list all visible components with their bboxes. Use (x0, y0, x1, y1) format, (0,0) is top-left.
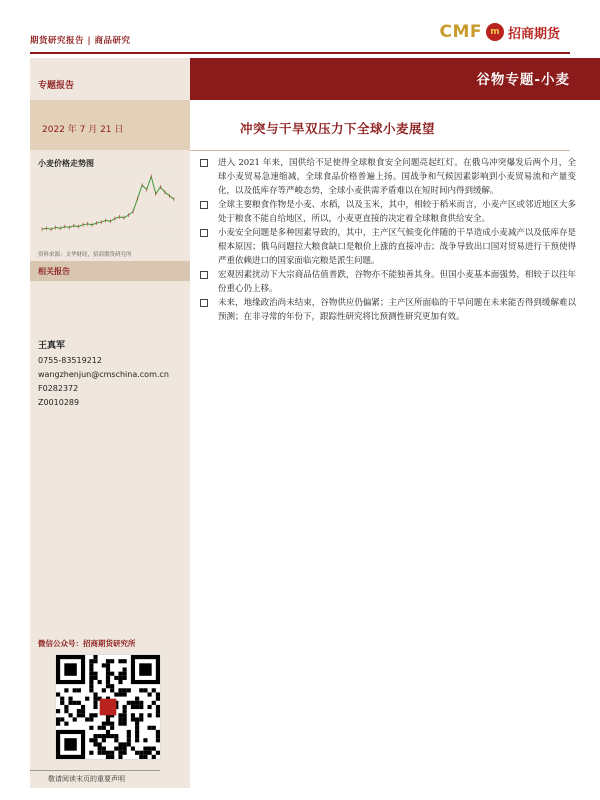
author-license-f: F0282372 (38, 384, 79, 393)
bullet-box-icon (200, 299, 208, 307)
footer-divider (30, 770, 160, 771)
report-date: 2022 年 7 月 21 日 (42, 125, 124, 135)
chart-label: 小麦价格走势图 (38, 158, 94, 168)
qr-code-icon (55, 654, 161, 760)
title-divider (190, 150, 570, 151)
author-license-z: Z0010289 (38, 398, 80, 407)
bullet-box-icon (200, 159, 208, 167)
disclaimer-note: 敬请阅读末页的重要声明 (48, 775, 125, 783)
author-phone: 0755-83519212 (38, 356, 102, 365)
bullet-item: 宏观因素扰动下大宗商品估值普跌，谷物亦不能独善其身。但国小麦基本面强势，相较于以往年份重心仍上移。 (200, 268, 576, 296)
author-email: wangzhenjun@cmschina.com.cn (38, 370, 169, 379)
author-name: 王真军 (38, 341, 66, 351)
logo-cmf-text: CMF (439, 22, 482, 42)
page-title: 冲突与干旱双压力下全球小麦展望 (240, 121, 436, 136)
wheat-price-chart (38, 168, 178, 242)
related-reports-heading: 相关报告 (38, 266, 70, 276)
section-title: 谷物专题-小麦 (476, 72, 570, 88)
bullet-box-icon (200, 271, 208, 279)
bullet-item: 进入 2021 年来，国供给不足使得全球粮食安全问题亮起红灯。在俄乌冲突爆发后两个月，全球小麦贸易急速缩减，全球食品价格普遍上扬。国战争和气候因素影响到小麦贸易流和产量变化，以及低库存等严峻态势，全球小麦供需矛盾难以在短时间内得到缓解。 (200, 156, 576, 198)
header-category: 期货研究报告 | 商品研究 (30, 36, 131, 46)
bullet-box-icon (200, 201, 208, 209)
chart-source: 资料来源：文华财经，招商期货研究所 (38, 252, 132, 258)
logo-emblem-icon: m (486, 23, 504, 41)
bullet-item: 小麦安全问题是多种因素导致的，其中，主产区气候变化伴随的干旱造成小麦减产以及低库存是根本原因；俄乌问题拉大粮食缺口是粮价上涨的直接冲击；战争导致出口国对贸易进行干预使得严重依赖进口的国家面临完粮是派生问题。 (200, 226, 576, 268)
bullet-item: 未来，地缘政治尚未结束，谷物供应仍偏紧；主产区所面临的干旱问题在未来能否得到缓解难以预测；在非寻常的年份下，跟踪性研究将比预测性研究更加有效。 (200, 296, 576, 324)
header-divider (30, 52, 570, 54)
report-type: 专题报告 (38, 81, 75, 91)
summary-bullets (200, 156, 576, 324)
cmf-logo (439, 22, 560, 42)
bullet-box-icon (200, 229, 208, 237)
logo-chinese-text: 招商期货 (507, 26, 560, 42)
bullet-item: 全球主要粮食作物是小麦、水稻，以及玉米，其中，相较于稻米而言，小麦产区或邻近地区大多处于粮食不能自给地区，所以，小麦更直接的决定着全球粮食供给安全。 (200, 198, 576, 226)
chart-series-line (42, 176, 174, 229)
wechat-label: 微信公众号：招商期货研究所 (38, 639, 136, 648)
